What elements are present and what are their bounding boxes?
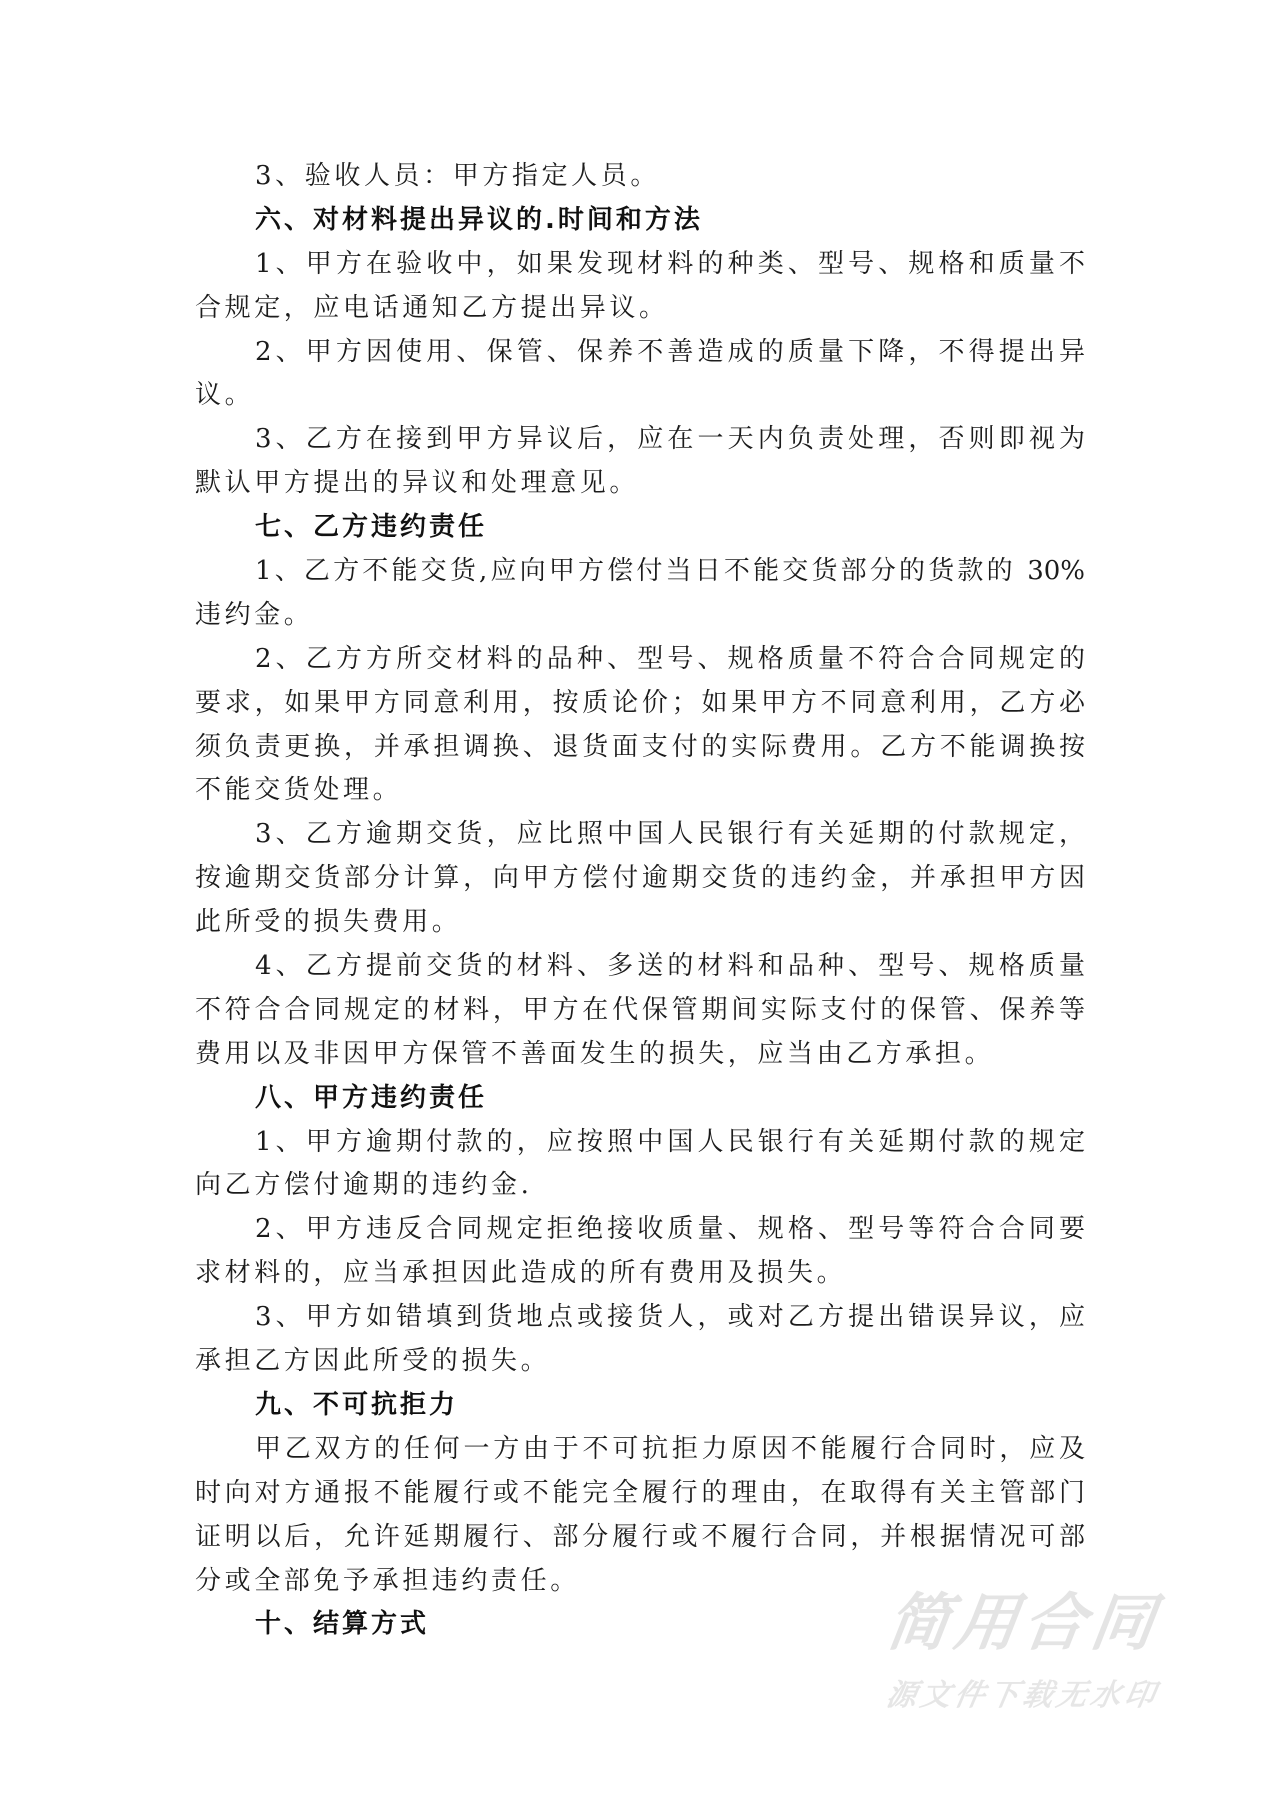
clause-8-3-line-1: 3、甲方如错填到货地点或接货人，或对乙方提出错误异议，应 [255,1302,1085,1333]
clause-7-3-line-1: 3、乙方逾期交货，应比照中国人民银行有关延期的付款规定， [255,819,1085,850]
clause-8-3-line-2: 承担乙方因此所受的损失。 [195,1346,551,1377]
clause-6-3-line-1: 3、乙方在接到甲方异议后，应在一天内负责处理，否则即视为 [255,424,1085,455]
section-10-heading: 十、结算方式 [255,1609,430,1640]
clause-8-1-line-2: 向乙方偿付逾期的违约金. [195,1170,533,1201]
clause-6-2-line-1: 2、甲方因使用、保管、保养不善造成的质量下降，不得提出异 [255,336,1085,367]
clause-9-line-4: 分或全部免予承担违约责任。 [195,1565,580,1596]
clause-7-3-line-3: 此所受的损失费用。 [195,907,462,938]
contract-body [195,155,1085,1647]
clause-9-line-3: 证明以后，允许延期履行、部分履行或不履行合同，并根据情况可部 [195,1521,1085,1552]
clause-6-2-line-2: 议。 [195,380,255,411]
clause-8-1-line-1: 1、甲方逾期付款的，应按照中国人民银行有关延期付款的规定 [255,1126,1085,1157]
clause-6-3-line-2: 默认甲方提出的异议和处理意见。 [195,468,640,499]
clause-7-4-line-2: 不符合合同规定的材料，甲方在代保管期间实际支付的保管、保养等 [195,994,1085,1025]
watermark-subtitle: 源文件下载无水印 [883,1678,1162,1713]
clause-7-2-line-2: 要求，如果甲方同意利用，按质论价；如果甲方不同意利用，乙方必 [195,687,1085,718]
clause-6-1-line-2: 合规定，应电话通知乙方提出异议。 [195,292,669,323]
clause-7-2-line-4: 不能交货处理。 [195,775,403,806]
clause-9-line-1: 甲乙双方的任何一方由于不可抗拒力原因不能履行合同时，应及 [255,1433,1085,1464]
clause-6-1-line-1: 1、甲方在验收中，如果发现材料的种类、型号、规格和质量不 [255,248,1085,279]
section-6-heading: 六、对材料提出异议的.时间和方法 [255,204,703,235]
section-7-heading: 七、乙方违约责任 [255,512,488,543]
clause-7-1-line-1: 1、乙方不能交货,应向甲方偿付当日不能交货部分的货款的 30% [255,556,1085,587]
clause-8-2-line-1: 2、甲方违反合同规定拒绝接收质量、规格、型号等符合合同要 [255,1214,1085,1245]
watermark-title: 简用合同 [882,1586,1165,1659]
clause-7-3-line-2: 按逾期交货部分计算，向甲方偿付逾期交货的违约金，并承担甲方因 [195,863,1085,894]
clause-7-1-line-2: 违约金。 [195,599,314,630]
clause-7-2-line-3: 须负责更换，并承担调换、退货面支付的实际费用。乙方不能调换按 [195,731,1085,762]
clause-7-4-line-3: 费用以及非因甲方保管不善面发生的损失，应当由乙方承担。 [195,1038,995,1069]
clause-9-line-2: 时向对方通报不能履行或不能完全履行的理由，在取得有关主管部门 [195,1477,1085,1508]
clause-7-4-line-1: 4、乙方提前交货的材料、多送的材料和品种、型号、规格质量 [255,951,1085,982]
section-9-heading: 九、不可抗拒力 [255,1389,459,1420]
clause-7-2-line-1: 2、乙方方所交材料的品种、型号、规格质量不符合合同规定的 [255,643,1085,674]
clause-5-3-inspector: 3、验收人员：甲方指定人员。 [255,161,660,191]
clause-8-2-line-2: 求材料的，应当承担因此造成的所有费用及损失。 [195,1258,847,1289]
section-8-heading: 八、甲方违约责任 [255,1082,488,1113]
